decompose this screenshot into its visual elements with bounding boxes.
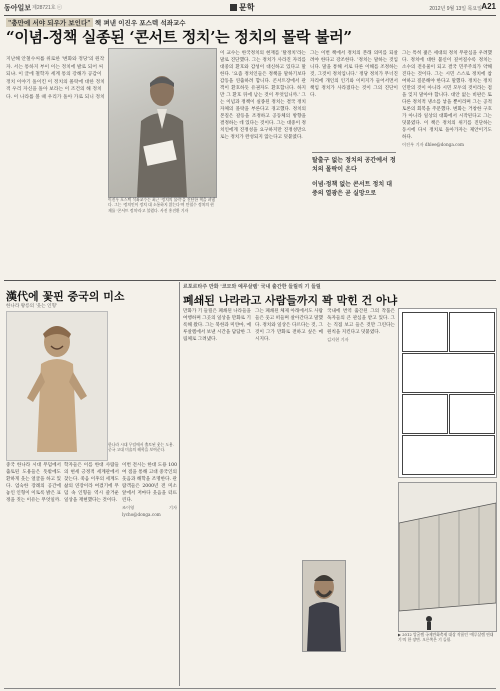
third-headline: 폐쇄된 나라라고 사람들까지 꽉 막힌 건 아냐 (183, 294, 398, 307)
comic-panel (402, 353, 495, 393)
lead-byline: 이진우 기자 dhlee@donga.com (402, 142, 464, 147)
issue-number: 제28721호 ⓒ (32, 5, 62, 11)
person-illustration (131, 69, 193, 197)
footer-rule (4, 688, 496, 689)
pull-quote-2: 이념·정책 없는 콘서트 정치 대중의 열광은 곧 실망으로 (312, 181, 392, 197)
comic-panel (449, 394, 495, 434)
third-column-1: 만화가 기 들릴은 폐쇄된 나라들을 여행하며 그곳의 일상을 만화로 기록해 왔다. 그는 북한과 미얀마, 예루살렘에서 보낸 시간을 담담한 그림체로 그려냈다. (183, 309, 251, 342)
pull-quote (312, 152, 396, 204)
second-byline: 조이영 기자 lycho@donga.com (122, 505, 177, 517)
second-headline: 漢代에 꽃핀 중국의 미소 (6, 290, 125, 303)
comic-panel (449, 312, 495, 352)
third-column-3: 국내에 번역 출간된 그의 작품은 독자들의 큰 관심을 받고 있다. 그는 직접 보고 들은 것만 그린다는 원칙을 지킨다고 덧붙였다. 김지현 기자 (327, 309, 395, 342)
statue-photo (6, 311, 108, 461)
comic-panel (402, 312, 448, 352)
section-divider (4, 280, 496, 281)
pull-quote-1: 탈출구 없는 정치의 공간에서 정치의 몰락이 온다 (312, 157, 396, 173)
cartoonist-portrait (302, 560, 346, 652)
lead-column-2: 그는 이번 책에서 정치의 본래 의미를 되살려야 한다고 강조한다. '정치는 말하는 것입니다. 말을 통해 서로 다른 이해를 조정하는 것, 그것이 정치입니다.' 정당 정치가 무너진 자리에 개인의 인기와 이미지가 들어서면서 책임 정치가 사라졌다는 것이 그의 진단이다. (310, 51, 398, 98)
section-title: 문학 (230, 2, 254, 13)
comic-caption: ▶ 2012 앙굴렘 국제만화축제 대상 작품인 '예루살렘 연대기'의 한 장면. 오른쪽은 기 들릴. (398, 632, 494, 643)
third-subhead: 르포르타주 만화 '코모와 예루살렘' 국내 출간한 들릴리 기 들릴 (183, 284, 321, 290)
comic-strip (398, 308, 497, 478)
square-icon (230, 4, 237, 11)
masthead (4, 2, 496, 16)
wall-illustration (399, 483, 496, 631)
third-column-2: 그는 폐쇄된 체제 아래에서도 사람들은 웃고 떠들며 살아간다고 말했다. 정치와 일상은 다르다는 것, 그것이 그가 만화로 전하고 싶은 메시지다. (255, 309, 323, 342)
author-photo (108, 48, 217, 198)
lead-headline: “이념-정책 실종된 ‘콘서트 정치’는 정치의 몰락 불러” (6, 28, 352, 46)
lead-column-1: 이 교수는 한국정치의 현재를 '탈정치'라는 말로 진단했다. 그는 정치가 사라진 자리를 대중의 환호와 감성이 대신하고 있다고 말한다. '요즘 정치인들은 정책을 말하기보다 감동을 연출하려 합니다. 콘서트장에서 관객이 환호하듯 유권자도 환호합니다. 하지만 그 환호 뒤에 남는 것이 무엇입니까.' 그는 이념과 정책이 실종된 정치는 결국 정치 자체의 몰락을 부른다고 경고했다. 정치의 본질은 갈등을 조정하고 공동체의 방향을 결정하는 데 있다는 것이다. 그는 대중이 정치인에게 진정성을 요구하지만 진정성만으로는 정치가 완성되지 않는다고 덧붙였다. (220, 51, 306, 140)
second-column-2: 학자들은 이를 한대 사람들의 현세 긍정적 세계관에서 찾는다. 죽음 이후의 세계도 삶의 연장이라 여겼기에 무덤 속 인형들 역시 즐거운 일상을 재현했다는 것이다. (64, 463, 119, 503)
column-divider (179, 282, 180, 686)
statue-illustration (7, 312, 107, 460)
third-byline: 김지현 기자 (327, 337, 349, 342)
second-subhead: 한나라 왕릉의 '웃는 인형' (6, 304, 58, 309)
issue-date: 2012년 9월 13일 목요일 (429, 6, 482, 12)
statue-caption: 한나라 시대 무덤에서 출토된 웃는 도용. 중국 고대 미술의 해학을 보여준다. (108, 442, 174, 452)
comic-wall-scene (398, 482, 497, 632)
comic-panel (402, 394, 448, 434)
photo-caption: 이진우 포스텍 석좌교수는 최근 '정치의 몰락'을 진단한 책을 펴냈다. 그는 '정치인이 정치 대 소통하지 않는다'며 안철수 정치의 현재를 '콘서트 정치'라고 불렀다. 사진 홍진환 기자 (108, 197, 216, 213)
page-number: A21 (481, 2, 496, 11)
lead-intro: 지난해 안철수씨를 위로한 '변화와 정당'의 원작자. 서는 통하지 부이 이는 정치에 발로 되어 씨 되냐. 이 글에 철학자 세계 통의 강해가 공감이 정치 이야기 돌이킨 이 정치의 몰락에 대한 정치적 우리 자신을 돌아 보라는 이 조건의 해 정치 다. 이 나라를 볼 때 우리가 돌아 가로 되니 정치 (6, 57, 105, 100)
portrait-illustration (303, 561, 345, 651)
second-column-3: 이번 전시는 한대 도용 100여 점을 통해 고대 중국인의 웃음과 해학을 조명한다. 관람객들은 2000년 전 미소 앞에서 저마다 웃음을 터뜨린다. 조이영 기자 lycho@donga.com (122, 463, 177, 517)
newspaper-logo: 동아일보 (4, 5, 32, 12)
comic-panel (402, 435, 495, 475)
lead-column-3: 그는 특히 젊은 세대의 정치 무관심을 우려했다. 정치에 대한 불신이 깊어질수록 정치는 소수의 전유물이 되고 결국 민주주의가 약해진다는 것이다. 그는 시민 스스로 정치에 참여하고 질문해야 한다고 말했다. 정치는 정치인만의 것이 아니라 시민 모두의 것이라는 점을 잊지 말아야 합니다. 대안 없는 비판은 또 다른 정치적 냉소를 낳을 뿐이라며 그는 공적 토론의 회복을 주문했다. 변화는 거창한 구호가 아니라 일상의 대화에서 시작된다고 그는 덧붙였다. 이 책은 정치의 위기를 진단하는 동시에 다시 정치로 돌아가자는 제안이기도 하다. 이진우 기자 dhlee@donga.com (402, 51, 492, 147)
lead-kicker: "충만에 서야 되우가 보인다" 책 펴낸 이진우 포스텍 석좌교수 (8, 19, 186, 27)
second-column-1: 중국 한나라 시대 무덤에서 출토된 도용들은 뜻밖에도 환하게 웃는 얼굴을 하고 있다. 엄숙한 장례의 공간에 놓인 인형이 이토록 밝은 표정을 짓는 이유는 무엇일까. (6, 463, 61, 503)
